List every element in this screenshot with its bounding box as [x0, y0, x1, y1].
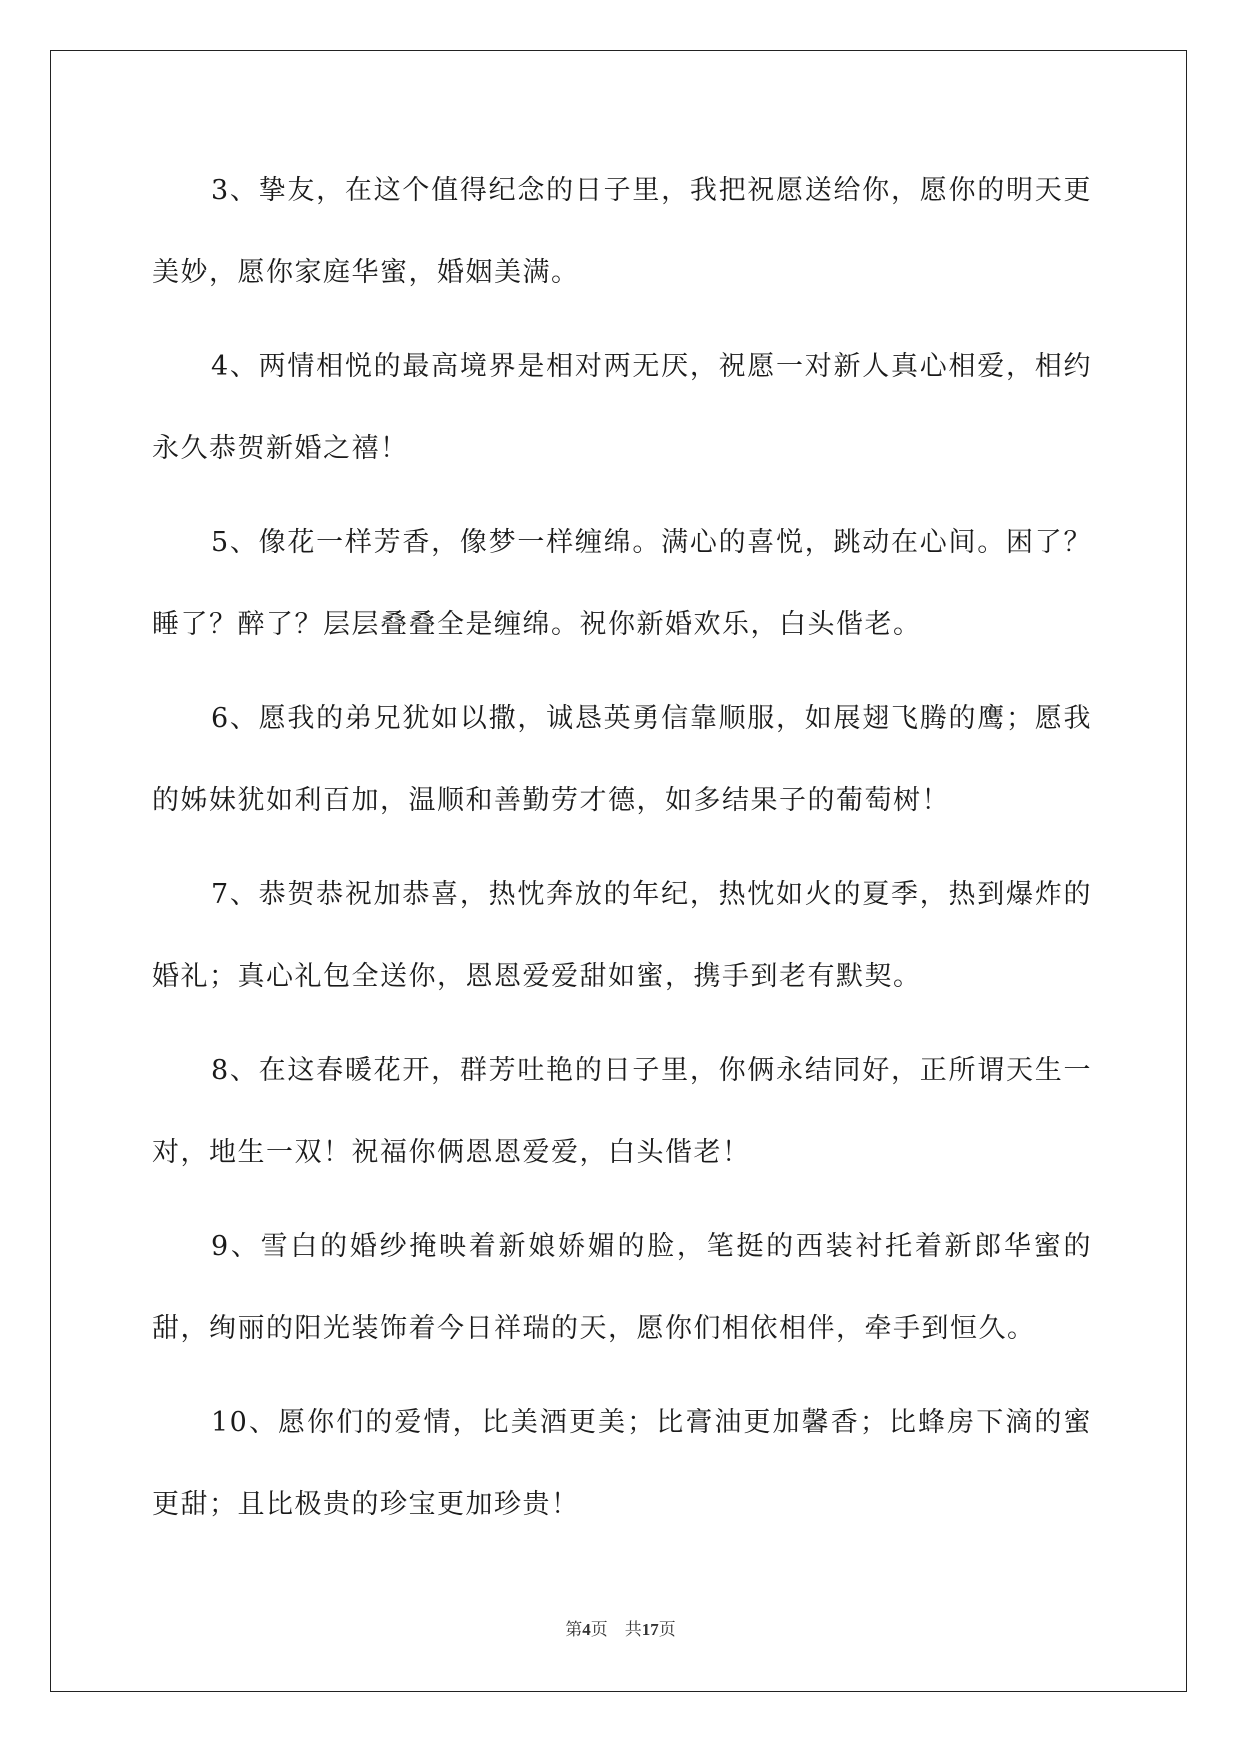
paragraph-7: 7、恭贺恭祝加恭喜，热忱奔放的年纪，热忱如火的夏季，热到爆炸的婚礼；真心礼包全送你，恩恩爱爱甜如蜜，携手到老有默契。 — [152, 879, 1092, 992]
paragraph-10: 10、愿你们的爱情，比美酒更美；比膏油更加馨香；比蜂房下滴的蜜更甜；且比极贵的珍宝更加珍贵！ — [152, 1407, 1092, 1520]
footer-page-suffix: 页 — [590, 1620, 608, 1639]
paragraph-6: 6、愿我的弟兄犹如以撒，诚恳英勇信靠顺服，如展翅飞腾的鹰；愿我的姊妹犹如利百加，温顺和善勤劳才德，如多结果子的葡萄树！ — [152, 703, 1092, 816]
footer-prefix: 第 — [565, 1620, 583, 1639]
page-footer — [0, 1615, 1241, 1640]
paragraph-4: 4、两情相悦的最高境界是相对两无厌，祝愿一对新人真心相爱，相约永久恭贺新婚之禧！ — [152, 351, 1092, 464]
paragraph-5: 5、像花一样芳香，像梦一样缠绵。满心的喜悦，跳动在心间。困了？睡了？醉了？层层叠叠全是缠绵。祝你新婚欢乐，白头偕老。 — [152, 527, 1092, 640]
current-page-number: 4 — [582, 1620, 591, 1639]
paragraph-8: 8、在这春暖花开，群芳吐艳的日子里，你俩永结同好，正所谓天生一对，地生一双！祝福你俩恩恩爱爱，白头偕老！ — [152, 1055, 1092, 1168]
document-body — [152, 150, 1092, 1558]
paragraph-9: 9、雪白的婚纱掩映着新娘娇媚的脸，笔挺的西装衬托着新郎华蜜的甜，绚丽的阳光装饰着今日祥瑞的天，愿你们相依相伴，牵手到恒久。 — [152, 1231, 1092, 1344]
footer-total-prefix: 共 — [624, 1620, 642, 1639]
paragraph-3: 3、挚友，在这个值得纪念的日子里，我把祝愿送给你，愿你的明天更美妙，愿你家庭华蜜，婚姻美满。 — [152, 175, 1092, 288]
footer-total-suffix: 页 — [658, 1620, 676, 1639]
total-page-number: 17 — [641, 1620, 659, 1639]
